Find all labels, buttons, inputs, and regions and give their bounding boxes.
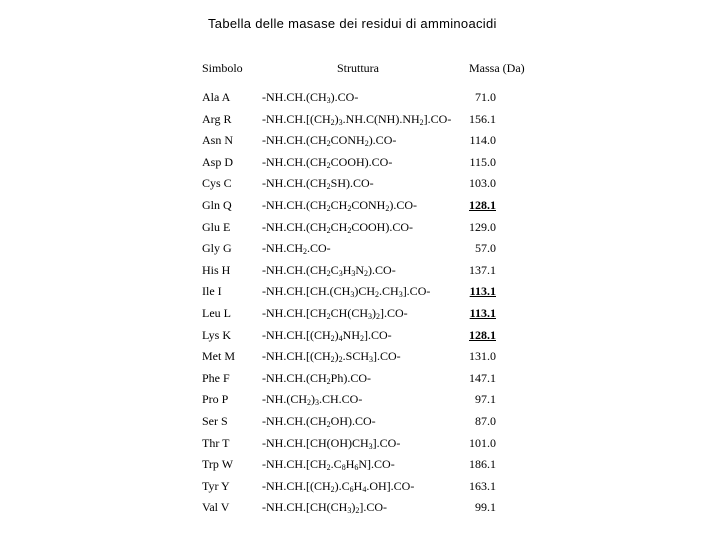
residue-symbol: Cys C xyxy=(202,176,232,191)
residue-mass: 57.0 xyxy=(475,241,496,256)
residue-symbol: Arg R xyxy=(202,111,232,126)
table-row xyxy=(0,349,720,369)
residue-structure: $-NH.CH.(CH_2C_3H_3N_2).CO-$ xyxy=(262,262,396,278)
residue-symbol: Gln Q xyxy=(202,198,232,212)
table-row xyxy=(0,284,720,304)
residue-symbol: Glu E xyxy=(202,219,231,234)
residue-symbol: Tyr Y xyxy=(202,478,230,493)
table-row xyxy=(0,306,720,326)
table-row xyxy=(0,479,720,499)
residue-symbol: Met M xyxy=(202,349,235,364)
table-row xyxy=(0,220,720,240)
table-row xyxy=(0,500,720,520)
table-row xyxy=(0,371,720,391)
residue-symbol: Ile I xyxy=(202,284,222,299)
residue-mass: 137.1 xyxy=(469,262,496,277)
residue-mass: 103.0 xyxy=(469,176,496,191)
residue-mass: 128.1 xyxy=(469,198,496,212)
residue-symbol: Val V xyxy=(202,500,230,515)
table-row xyxy=(0,263,720,283)
table-row xyxy=(0,198,720,218)
residue-symbol: Thr T xyxy=(202,435,230,450)
residue-structure: $-NH.CH.[(CH_2)_2.SCH_3].CO-$ xyxy=(262,349,401,365)
residue-symbol: Ala A xyxy=(202,90,231,104)
table-row xyxy=(0,457,720,477)
residue-structure: $-NH.CH.[CH(OH)CH_3].CO-$ xyxy=(262,435,401,451)
residue-structure: $-NH.(CH_2)_3.CH.CO-$ xyxy=(262,392,363,408)
table-row xyxy=(0,414,720,434)
residue-mass: 186.1 xyxy=(469,457,496,472)
residue-mass: 113.1 xyxy=(469,306,496,320)
residue-structure: $-NH.CH.[CH_2.C_8H_6N].CO-$ xyxy=(262,457,395,473)
table-row xyxy=(0,392,720,412)
residue-structure: $-NH.CH.[(CH_2)_3.NH.C(NH).NH_2].CO-$ xyxy=(262,111,452,127)
residue-mass: 113.1 xyxy=(469,284,496,299)
table-row xyxy=(0,176,720,196)
residue-structure: $-NH.CH.(CH_2CONH_2).CO-$ xyxy=(262,133,397,149)
residue-mass: 115.0 xyxy=(469,154,496,169)
residue-symbol: Phe F xyxy=(202,370,230,385)
page-title: Tabella delle masase dei residui di amminoacidi xyxy=(208,16,497,31)
residue-structure: $-NH.CH.(CH_2OH).CO-$ xyxy=(262,414,376,429)
residue-structure: $-NH.CH.[(CH_2)_4NH_2].CO-$ xyxy=(262,327,392,343)
table-row xyxy=(0,112,720,132)
residue-structure: $-NH.CH.(CH_3).CO-$ xyxy=(262,90,359,105)
residue-mass: 131.0 xyxy=(469,349,496,364)
residue-structure: $-NH.CH.[CH(CH_3)_2].CO-$ xyxy=(262,500,388,516)
residue-mass: 87.0 xyxy=(475,414,496,428)
residue-mass: 147.1 xyxy=(469,370,496,385)
residue-mass: 99.1 xyxy=(475,500,496,515)
residue-structure: $-NH.CH.[CH.(CH_3)CH_2.CH_3].CO-$ xyxy=(262,284,431,300)
table-row xyxy=(0,436,720,456)
residue-symbol: Gly G xyxy=(202,241,232,256)
residue-structure: $-NH.CH.(CH_2CH_2CONH_2).CO-$ xyxy=(262,198,418,213)
residue-symbol: Asn N xyxy=(202,133,234,148)
residue-mass: 101.0 xyxy=(469,435,496,450)
residue-structure: $-NH.CH.[(CH_2).C_6H_4.OH].CO-$ xyxy=(262,478,415,494)
table-row xyxy=(0,90,720,110)
residue-mass: 156.1 xyxy=(469,111,496,126)
residue-structure: $-NH.CH.[CH_2CH(CH_3)_2].CO-$ xyxy=(262,306,408,321)
residue-structure: $-NH.CH.(CH_2CH_2COOH).CO-$ xyxy=(262,219,414,235)
residue-structure: $-NH.CH.(CH_2Ph).CO-$ xyxy=(262,370,372,386)
residue-symbol: Asp D xyxy=(202,154,234,169)
residue-mass: 129.0 xyxy=(469,219,496,234)
table-row xyxy=(0,241,720,261)
residue-mass: 97.1 xyxy=(475,392,496,407)
header-symbol: Simbolo xyxy=(202,61,243,75)
table-row xyxy=(0,155,720,175)
table-row xyxy=(0,133,720,153)
residue-mass: 114.0 xyxy=(469,133,496,148)
residue-symbol: Pro P xyxy=(202,392,229,407)
table-row xyxy=(0,328,720,348)
residue-symbol: Trp W xyxy=(202,457,234,472)
residue-symbol: Lys K xyxy=(202,327,232,342)
header-mass: Massa (Da) xyxy=(469,61,525,75)
residue-mass: 163.1 xyxy=(469,478,496,493)
residue-structure: $-NH.CH.(CH_2SH).CO-$ xyxy=(262,176,374,192)
residue-mass: 71.0 xyxy=(475,90,496,104)
residue-structure: $-NH.CH.(CH_2COOH).CO-$ xyxy=(262,154,393,170)
residue-symbol: His H xyxy=(202,262,231,277)
residue-symbol: Ser S xyxy=(202,414,228,428)
residue-mass: 128.1 xyxy=(469,327,496,342)
header-structure: Struttura xyxy=(337,61,379,75)
residue-symbol: Leu L xyxy=(202,306,231,320)
residue-structure: $-NH.CH_2.CO-$ xyxy=(262,241,331,257)
